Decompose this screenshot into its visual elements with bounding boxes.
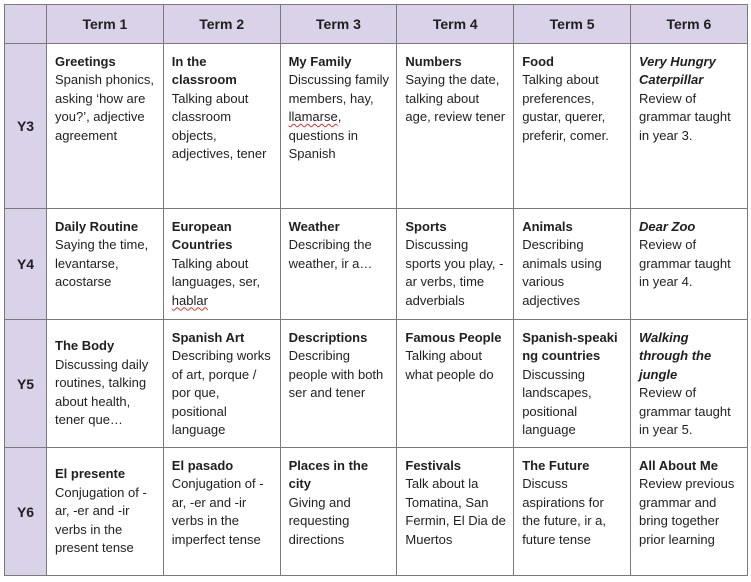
unit-topic: In the classroom [171, 54, 237, 88]
unit-cell [280, 448, 397, 576]
header-row [5, 5, 748, 44]
year-label: Y6 [5, 448, 47, 576]
term-header: Term 1 [47, 5, 164, 44]
spellcheck-flagged-word: hablar [171, 292, 208, 308]
unit-cell [397, 44, 514, 209]
unit-description: Describing people with both ser and tener [288, 348, 384, 401]
unit-topic: European Countries [171, 219, 233, 253]
unit-topic: Walking through the jungle [638, 330, 712, 382]
unit-description [289, 71, 391, 163]
unit-cell [280, 44, 397, 209]
unit-description: Talking about classroom objects, adjectives, tener [171, 90, 267, 162]
unit-description: Talk about la Tomatina, San Fermin, El Dia de Muertos [405, 476, 506, 547]
unit-topic: Sports [405, 219, 447, 234]
unit-description: Discussing landscapes, positional language [522, 366, 592, 438]
description-text: Talking about languages, ser, [171, 255, 260, 290]
unit-cell [47, 209, 164, 320]
unit-description: Review previous grammar and bring together prior learning [638, 476, 735, 547]
unit-cell [514, 320, 631, 448]
unit-cell [630, 44, 747, 209]
unit-description: Discuss aspirations for the future, ir a, future tense [522, 476, 607, 547]
unit-description [172, 255, 274, 310]
unit-topic: El presente [55, 466, 126, 482]
unit-cell [163, 448, 280, 576]
description-text: , questions in Spanish [288, 109, 358, 162]
unit-topic: Spanish-speaking countries [522, 330, 618, 364]
unit-description: Discussing daily routines, talking about health, tener que… [55, 356, 149, 428]
unit-cell [397, 448, 514, 576]
unit-description: Conjugation of -ar, -er and -ir verbs in the present tense [55, 484, 147, 556]
unit-description: Giving and requesting directions [288, 494, 351, 547]
year-row-y3 [5, 44, 748, 209]
unit-description: Spanish phonics, asking ‘how are you?’, adjective agreement [55, 72, 155, 143]
unit-topic: The Body [55, 338, 115, 354]
unit-cell [397, 320, 514, 448]
unit-topic: Food [522, 54, 554, 69]
unit-topic: Places in the city [288, 458, 369, 492]
year-label: Y4 [5, 209, 47, 320]
unit-cell [163, 44, 280, 209]
description-text: Discussing family members, hay, [288, 72, 390, 106]
unit-description: Describing works of art, porque / por que, positional language [171, 348, 271, 438]
unit-topic: Descriptions [288, 330, 368, 345]
unit-cell [514, 44, 631, 209]
unit-description: Review of grammar taught in year 4. [638, 237, 731, 290]
unit-description: Saying the date, talking about age, review tener [405, 72, 506, 125]
unit-cell [280, 320, 397, 448]
corner-cell [5, 5, 47, 44]
unit-description: Talking about preferences, gustar, querer, preferir, comer. [522, 72, 609, 143]
year-row-y4 [5, 209, 748, 320]
unit-topic: Daily Routine [55, 219, 139, 234]
term-header: Term 5 [514, 5, 631, 44]
unit-description: Review of grammar taught in year 3. [638, 90, 731, 143]
unit-cell [514, 448, 631, 576]
unit-topic: Weather [288, 219, 340, 234]
term-header: Term 2 [163, 5, 280, 44]
term-header: Term 3 [280, 5, 397, 44]
unit-cell [163, 209, 280, 320]
term-header: Term 4 [397, 5, 514, 44]
unit-description: Discussing sports you play, -ar verbs, time adverbials [405, 237, 504, 308]
unit-topic: Famous People [405, 330, 502, 345]
unit-topic: Dear Zoo [638, 219, 696, 234]
curriculum-table [4, 4, 748, 576]
year-label: Y5 [5, 320, 47, 448]
unit-topic: My Family [288, 54, 352, 69]
unit-cell [163, 320, 280, 448]
unit-description: Saying the time, levantarse, acostarse [55, 237, 149, 290]
year-label: Y3 [5, 44, 47, 209]
unit-cell [630, 448, 747, 576]
unit-description: Describing animals using various adjectives [522, 237, 602, 308]
year-row-y5 [5, 320, 748, 448]
year-row-y6 [5, 448, 748, 576]
unit-description: Conjugation of -ar, -er and -ir verbs in the imperfect tense [171, 476, 264, 547]
unit-cell [47, 320, 164, 448]
unit-cell [397, 209, 514, 320]
unit-topic: Numbers [405, 54, 462, 69]
unit-topic: The Future [522, 458, 590, 473]
unit-cell [47, 448, 164, 576]
unit-cell [630, 320, 747, 448]
spellcheck-flagged-word: llamarse [288, 109, 338, 125]
unit-topic: Very Hungry Caterpillar [638, 54, 716, 88]
unit-topic: Spanish Art [171, 330, 245, 345]
unit-topic: El pasado [171, 458, 234, 473]
unit-topic: Animals [522, 219, 573, 234]
unit-cell [514, 209, 631, 320]
unit-description: Describing the weather, ir a… [288, 237, 373, 271]
term-header: Term 6 [630, 5, 747, 44]
unit-cell [280, 209, 397, 320]
unit-topic: Festivals [405, 458, 462, 473]
unit-description: Review of grammar taught in year 5. [638, 385, 731, 438]
unit-cell [47, 44, 164, 209]
unit-topic: All About Me [638, 458, 718, 473]
unit-cell [630, 209, 747, 320]
unit-description: Talking about what people do [405, 348, 494, 382]
unit-topic: Greetings [55, 54, 116, 69]
